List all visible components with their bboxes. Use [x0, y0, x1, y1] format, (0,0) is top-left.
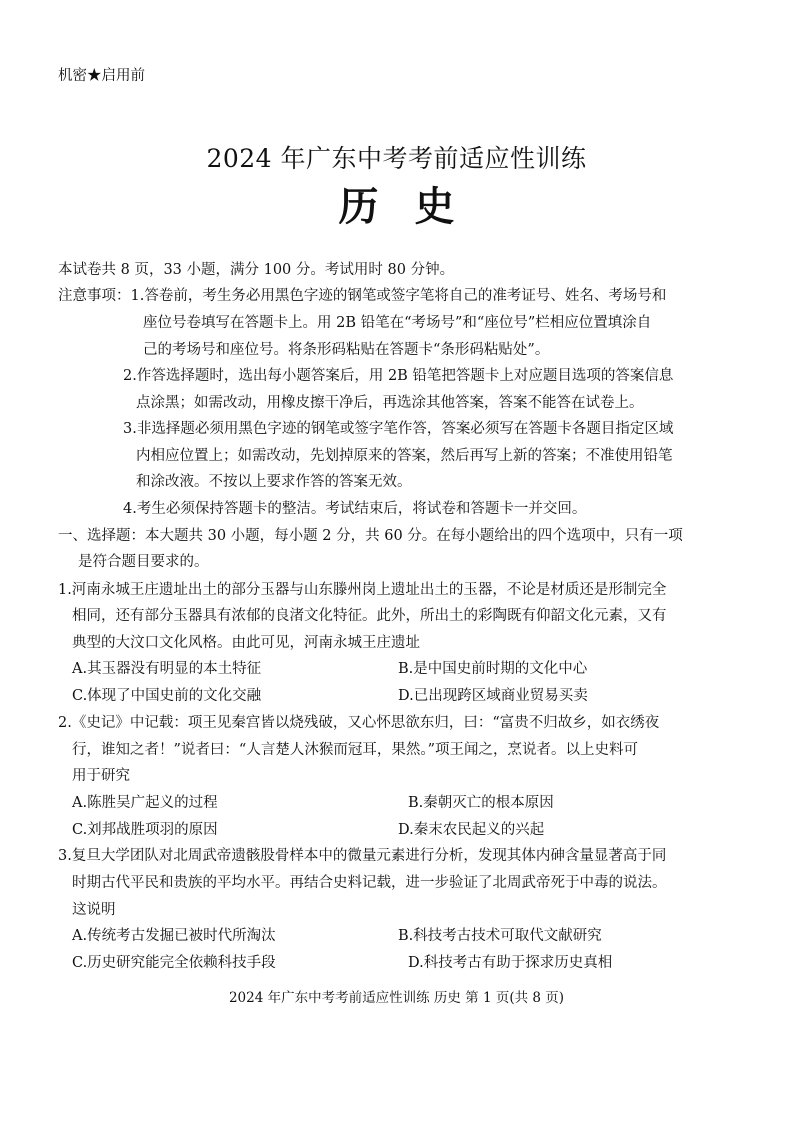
question-3-text: 3.复旦大学团队对北周武帝遗骸股骨样本中的微量元素进行分析，发现其体内砷含量显著高于同	[58, 848, 667, 864]
page-footer: 2024 年广东中考考前适应性训练 历史 第 1 页(共 8 页)	[228, 990, 565, 1006]
question-3-text: 这说明	[72, 902, 116, 918]
notice-line: 2.作答选择题时，选出每小题答案后，用 2B 铅笔把答题卡上对应题目选项的答案信息	[123, 368, 674, 384]
question-1-option-d: D.已出现跨区域商业贸易买卖	[398, 688, 588, 704]
question-3-option-a: A.传统考古发掘已被时代所淘汰	[72, 928, 276, 944]
question-3-text: 时期古代平民和贵族的平均水平。再结合史料记载，进一步验证了北周武帝死于中毒的说法。	[72, 875, 667, 891]
question-1-text: 1.河南永城王庄遗址出土的部分玉器与山东滕州岗上遗址出土的玉器，不论是材质还是形制完全	[58, 582, 667, 598]
exam-title: 2024 年广东中考考前适应性训练	[206, 144, 587, 173]
question-1-text: 相同，还有部分玉器具有浓郁的良渚文化特征。此外，所出土的彩陶既有仰韶文化元素，又有	[72, 608, 667, 624]
notice-line: 4.考生必须保持答题卡的整洁。考试结束后，将试卷和答题卡一并交回。	[123, 501, 587, 517]
notice-line: 座位号卷填写在答题卡上。用 2B 铅笔在“考场号”和“座位号”栏相应位置填涂自	[143, 315, 652, 331]
notice-line: 内相应位置上；如需改动，先划掉原来的答案，然后再写上新的答案；不准使用铅笔	[136, 448, 673, 464]
question-1-option-a: A.其玉器没有明显的本土特征	[72, 661, 262, 677]
section-heading: 一、选择题：本大题共 30 小题，每小题 2 分，共 60 分。在每小题给出的四个选项中，只有一项	[58, 528, 683, 544]
question-3-option-c: C.历史研究能完全依赖科技手段	[72, 955, 276, 971]
question-2-option-d: D.秦末农民起义的兴起	[398, 822, 545, 838]
question-2-option-c: C.刘邦战胜项羽的原因	[72, 822, 218, 838]
question-2-text: 用于研究	[72, 768, 130, 784]
question-2-option-b: B.秦朝灭亡的根本原因	[408, 795, 554, 811]
notice-line: 注意事项：1.答卷前，考生务必用黑色字迹的钢笔或签字笔将自己的准考证号、姓名、考场号和	[58, 288, 667, 304]
notice-line: 己的考场号和座位号。将条形码粘贴在答题卡“条形码粘贴处”。	[143, 342, 550, 358]
exam-intro: 本试卷共 8 页，33 小题，满分 100 分。考试用时 80 分钟。	[58, 262, 455, 278]
question-1-option-c: C.体现了中国史前的文化交融	[72, 688, 262, 704]
question-1-option-b: B.是中国史前时期的文化中心	[398, 661, 588, 677]
question-2-text: 2.《史记》中记载：项王见秦宫皆以烧残破，又心怀思欲东归，曰：“富贵不归故乡，如衣绣夜	[58, 715, 660, 731]
question-3-option-d: D.科技考古有助于探求历史真相	[408, 955, 613, 971]
question-1-text: 典型的大汶口文化风格。由此可见，河南永城王庄遗址	[72, 635, 420, 651]
question-2-option-a: A.陈胜吴广起义的过程	[72, 795, 218, 811]
confidential-label: 机密★启用前	[58, 68, 145, 84]
question-3-option-b: B.科技考古技术可取代文献研究	[398, 928, 602, 944]
notice-line: 3.非选择题必须用黑色字迹的钢笔或签字笔作答，答案必须写在答题卡各题目指定区域	[123, 421, 674, 437]
subject-title: 历史	[338, 183, 491, 230]
question-2-text: 行，谁知之者！”说者曰：“人言楚人沐猴而冠耳，果然。”项王闻之，烹说者。以上史料可	[72, 742, 638, 758]
notice-line: 和涂改液。不按以上要求作答的答案无效。	[136, 474, 412, 490]
section-heading: 是符合题目要求的。	[78, 554, 209, 570]
notice-line: 点涂黑；如需改动，用橡皮擦干净后，再选涂其他答案，答案不能答在试卷上。	[136, 395, 644, 411]
